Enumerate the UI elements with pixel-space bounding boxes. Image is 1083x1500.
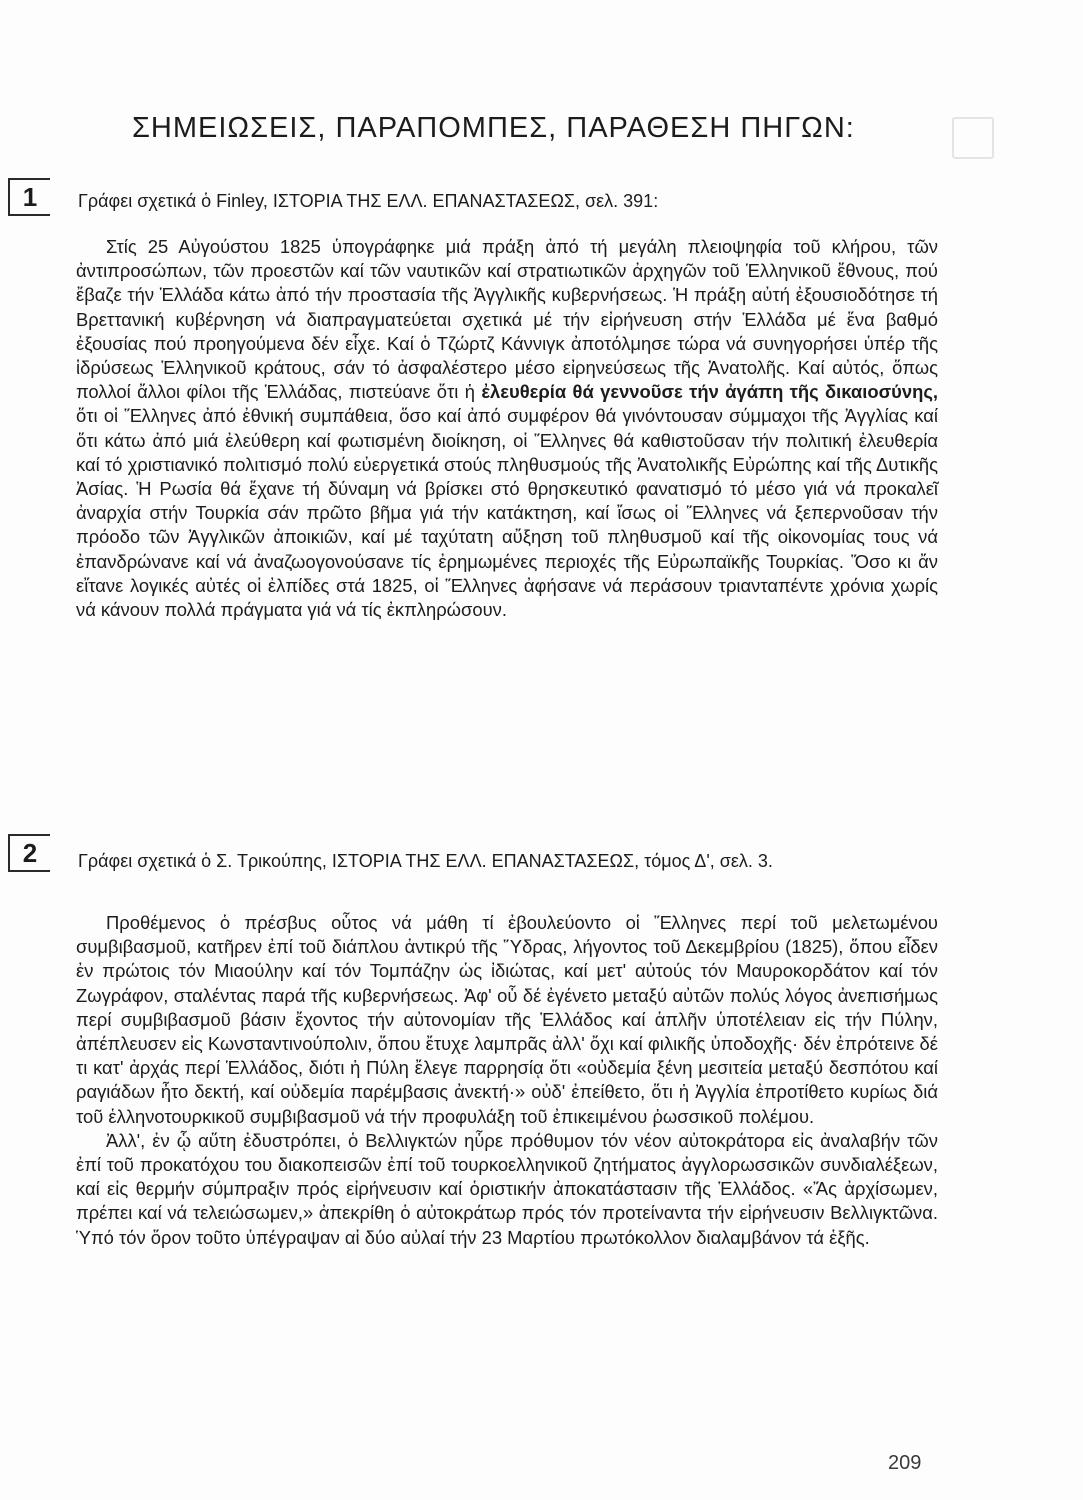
note-1-text-part1: Στίς 25 Αὐγούστου 1825 ὑπογράφηκε μιά πράξη ἀπό τή μεγάλη πλειοψηφία τοῦ κλήρου, τῶν ἀντιπροσώπων, τῶν προεστῶν καί τῶν ναυτικῶν καί στρατιωτικῶν ἀρχηγῶν τοῦ Ἑλληνικοῦ ἔθνους, πού ἔβαζε τήν Ἑλλάδα κάτω ἀπό τήν προστασία τῆς Ἀγγλικῆς κυβερνήσεως. Ἡ πράξη αὐτή ἐξουσιοδότησε τή Βρεττανική κυβέρνηση νά διαπραγματεύεται σχετικά μέ τήν εἰρήνευση στήν Ἑλλάδα μέ ἕνα βαθμό ἐξουσίας πού προηγούμενα δέν εἶχε. Καί ὁ Τζώρτζ Κάννιγκ ἀποτόλμησε τώρα νά συνηγορήσει ὑπέρ τῆς ἱδρύσεως Ἑλληνικοῦ κράτους, σάν τό ἀσφαλέστερο μέσο εἰρηνεύσεως τῆς Ἀνατολῆς. Καί αὐτός, ὅπως πολλοί ἄλλοι φίλοι τῆς Ἑλλάδας, πιστεύανε ὅτι ἡ (76, 236, 938, 403)
note-1-emphasis: ἐλευθερία θά γεννοῦσε τήν ἀγάπη τῆς δικαιοσύνης, (481, 381, 938, 403)
note-marker-1: 1 (8, 178, 50, 216)
page-number: 209 (888, 1452, 922, 1474)
note-1-source: Γράφει σχετικά ὁ Finley, ΙΣΤΟΡΙΑ ΤΗΣ ΕΛΛ. ΕΠΑΝΑΣΤΑΣΕΩΣ, σελ. 391: (78, 191, 659, 211)
note-2-paragraph-2: Ἀλλ', ἐν ᾧ αὕτη ἐδυστρόπει, ὁ Βελλιγκτών ηὗρε πρόθυμον τόν νέον αὐτοκράτορα εἰς ἀναλαβήν τῶν ἐπί τοῦ προκατόχου του διακοπεισῶν ἐπί τοῦ τουρκοελληνικοῦ ζητήματος ἀγγλορωσσικῶν συνδιαλέξεων, καί εἰς θερμήν σύμπραξιν πρός εἰρήνευσιν καί ὁριστικήν ἀποκατάστασιν τῆς Ἑλλάδος. «Ἄς ἀρχίσωμεν, πρέπει καί νά τελειώσωμεν,» ἀπεκρίθη ὁ αὐτοκράτωρ πρός τόν προτείναντα τήν εἰρήνευσιν Βελλιγκτῶνα. Ὑπό τόν ὅρον τοῦτο ὑπέγραψαν αἱ δύο αὐλαί τήν 23 Μαρτίου πρωτόκολλον διαλαμβάνον τά ἑξῆς. (76, 1129, 938, 1248)
note-2-source: Γράφει σχετικά ὁ Σ. Τρικούπης, ΙΣΤΟΡΙΑ ΤΗΣ ΕΛΛ. ΕΠΑΝΑΣΤΑΣΕΩΣ, τόμος Δ', σελ. 3. (78, 851, 773, 871)
note-1-text-part2: ὅτι οἱ Ἕλληνες ἀπό ἐθνική συμπάθεια, ὅσο καί ἀπό συμφέρον θά γινόντουσαν σύμμαχοι τῆς Ἀγγλίας καί ὅτι κάτω ἀπό μιά ἐλεύθερη καί φωτισμένη διοίκηση, οἱ Ἕλληνες θά καθιστοῦσαν τήν πολιτική ἐλευθερία καί τό χριστιανικό πολιτισμό πολύ εὐεργετικά στούς πληθυσμούς τῆς Ἀνατολικῆς Εὐρώπης καί τῆς Δυτικῆς Ἀσίας. Ἡ Ρωσία θά ἔχανε τή δύναμη νά βρίσκει στό θρησκευτικό φανατισμό τό μέσο γιά νά προκαλεῖ ἀναρχία στήν Τουρκία σάν πρῶτο βῆμα γιά τήν κατάκτηση, καί ἴσως οἱ Ἕλληνες νά ξεπερνοῦσαν τήν πρόοδο τῶν Ἀγγλικῶν ἀποικιῶν, καί μέ ταχύτατη αὔξηση τοῦ πληθυσμοῦ καί τῆς οἰκονομίας τους νά ἐπανδρώνανε καί νά ἀναζωογονούσανε τίς ἐρημωμένες περιοχές τῆς Εὐρωπαϊκῆς Τουρκίας. Ὅσο κι ἄν εἴτανε λογικές αὐτές οἱ ἐλπίδες στά 1825, οἱ Ἕλληνες ἀφήσανε νά περάσουν τριανταπέντε χρόνια χωρίς νά κάνουν πολλά πράγματα γιά νά τίς ἐκπληρώσουν. (76, 405, 938, 621)
note-1-paragraph (76, 235, 938, 622)
bleed-through-box (952, 117, 994, 159)
note-1-body (76, 235, 938, 622)
note-marker-2: 2 (8, 834, 50, 872)
note-2-paragraph-1: Προθέμενος ὁ πρέσβυς οὗτος νά μάθη τί ἐβουλεύοντο οἱ Ἕλληνες περί τοῦ μελετωμένου συμβιβασμοῦ, κατῆρεν ἐπί τοῦ διάπλου ἀντικρύ τῆς Ὕδρας, λήγοντος τοῦ Δεκεμβρίου (1825), ὅπου εἶδεν ἐν πρώτοις τόν Μιαούλην καί τόν Τομπάζην ὡς ἰδιώτας, καί μετ' αὐτούς τόν Μαυροκορδάτον καί τόν Ζωγράφον, σταλέντας παρά τῆς κυβερνήσεως. Ἀφ' οὗ δέ ἐγένετο μεταξύ αὐτῶν πολύς λόγος ἀνεπισήμως περί συμβιβασμοῦ βάσιν ἔχοντος τήν αὐτονομίαν τῆς Ἑλλάδος καί ἁπλῆν ὑποτέλειαν εἰς τήν Πύλην, ἀπέπλευσεν εἰς Κωνσταντινούπολιν, ὅπου ἔτυχε λαμπρᾶς ἀλλ' ὄχι καί φιλικῆς ὑποδοχῆς· δέν ἐπρότεινε δέ τι κατ' ἀρχάς περί Ἑλλάδος, διότι ἡ Πύλη ἔλεγε παρρησίᾳ ὅτι «οὐδεμία ξένη μεσιτεία μεταξύ δεσπότου καί ραγιάδων ἦτο δεκτή, καί οὐδεμία παρέμβασις ἀνεκτή·» οὐδ' ἐπείθετο, ὅτι ἡ Ἀγγλία ἐπροτίθετο κυρίως διά τοῦ ἑλληνοτουρκικοῦ συμβιβασμοῦ νά τήν προφυλάξη τοῦ ἐπικειμένου ῥωσσικοῦ πολέμου. (76, 912, 938, 1127)
note-2-body (76, 911, 938, 1250)
page-title: ΣΗΜΕΙΩΣΕΙΣ, ΠΑΡΑΠΟΜΠΕΣ, ΠΑΡΑΘΕΣΗ ΠΗΓΩΝ: (132, 112, 855, 144)
